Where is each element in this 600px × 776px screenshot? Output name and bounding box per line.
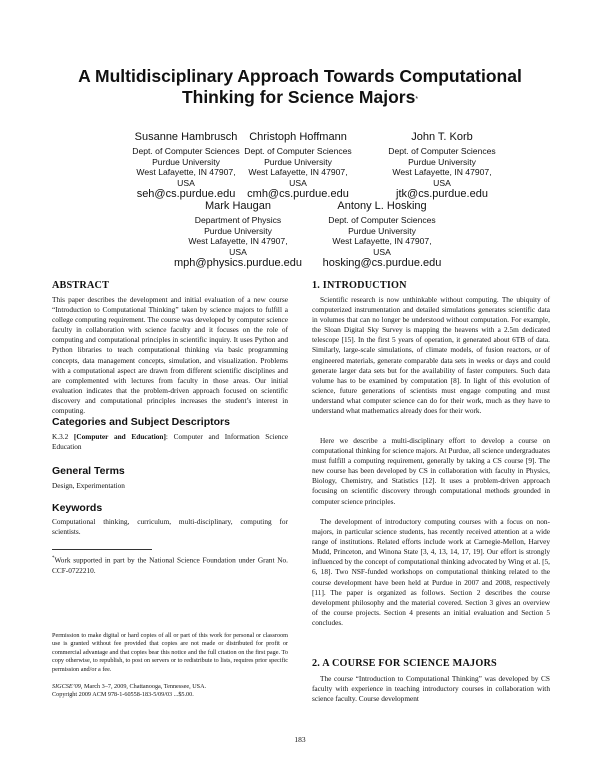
author-dept: Dept. of Computer Sciences [328,215,436,225]
keywords-heading: Keywords [52,502,103,514]
author-address: West Lafayette, IN 47907, [188,236,288,246]
author-university: Purdue University [152,156,220,167]
intro-heading: 1. INTRODUCTION [312,280,407,291]
author-name: Antony L. Hosking [337,200,427,212]
title-line-2-text: Thinking for Science Majors [181,87,416,107]
author-country: USA [433,177,451,188]
author-email[interactable]: cmh@cs.purdue.edu [247,188,349,200]
title-footnote-mark: * [415,96,419,103]
author-name: Christoph Hoffmann [249,131,347,143]
author-address: West Lafayette, IN 47907, [248,167,348,177]
author-email[interactable]: mph@physics.purdue.edu [174,257,302,269]
author-country: USA [289,177,307,188]
paper-title [40,66,560,108]
author-email[interactable]: jtk@cs.purdue.edu [396,188,488,200]
author-dept: Dept. of Computer Sciences [244,146,352,156]
keywords-text: Computational thinking, curriculum, multi-disciplinary, computing for scientists. [52,517,288,537]
title-line-2 [40,87,560,108]
author-university: Purdue University [348,225,416,236]
permission-notice: Permission to make digital or hard copies of all or part of this work for personal or classroom use is granted without fee provided that copies are not made or distributed for profit or commercial advantage and that copies bear this notice and the full citation on the first page. To copy otherwise, to republish, to post on servers or to redistribute to lists, requires prior specific permission and/or a fee. [52,632,288,673]
author-country: USA [229,246,247,257]
categories-text [52,432,288,452]
copyright-line: Copyright 2009 ACM 978-1-60558-183-5/09/03 ...$5.00. [52,691,194,698]
intro-paragraph-2: Here we describe a multi-disciplinary effort to develop a course on computational thinking for science majors. At Purdue, all science undergraduates must fulfill a computing requirement, generally by taking a CS course [9]. The new course has been developed by CS in collaboration with faculty in Physics, Biology, Chemistry, and Statistics [12]. It uses a problem-driven approach focusing on scientific discovery through computational methods grounded in computer science principles. [312,436,550,506]
author-dept: Department of Physics [194,215,282,225]
section-2-paragraph-1: The course “Introduction to Computational Thinking” was developed by CS faculty with experience in teaching introductory courses in collaboration with science faculty. Course development [312,674,550,704]
author-university: Purdue University [264,156,332,167]
section-2-heading: 2. A COURSE FOR SCIENCE MAJORS [312,658,497,669]
footnote-text: Work supported in part by the National Science Foundation under Grant No. CCF-0722210. [52,555,288,575]
categories-bold: [Computer and Education] [73,432,166,441]
author-address: West Lafayette, IN 47907, [332,236,432,246]
intro-paragraph-3: The development of introductory computing courses with a focus on non-majors, in particular science students, has recently received attention at a wide range of institutions. Related efforts include work at Carnegie-Mellon, Harvey Mudd, Princeton, and Winona State [3, 4, 13, 14, 17, 19]. Our effort is strongly influenced by the concept of computational thinking advocated by Wing et al. [5, 6, 18]. Two NSF-funded workshops on computational thinking related to the course development have been held at Purdue in 2007 and 2008, respectively [11]. The paper is organized as follows. Section 2 describes the course development philosophy and the material covered. Section 3 gives an overview of the course projects. Section 4 presents an initial evaluation and Section 5 concludes. [312,517,550,627]
footnote [52,554,288,576]
author-name: Mark Haugan [204,200,272,212]
author-address: West Lafayette, IN 47907, [392,167,492,177]
author-name: Susanne Hambrusch [134,131,238,143]
author-email[interactable]: seh@cs.purdue.edu [136,188,236,200]
venue-name: SIGCSE’09, [52,683,83,690]
venue-details: March 3–7, 2009, Chattanooga, Tennessee, USA. [82,683,207,690]
author-block [352,131,532,201]
footnote-mark: * [52,556,55,561]
footnote-rule [52,549,152,550]
author-country: USA [373,246,391,257]
author-university: Purdue University [204,225,272,236]
author-email[interactable]: hosking@cs.purdue.edu [322,257,442,269]
abstract-text: This paper describes the development and initial evaluation of a new course “Introduction to Computational Thinking” taken by science majors to fulfill a college computing requirement. The course was developed by computer science faculty in collaboration with science faculty and it focuses on the role of computing and computational principles in scientific inquiry. It uses Python and Python libraries to teach computational thinking via basic programming concepts, data management concepts, simulation, and visualization. Problems with a computational aspect are drawn from different scientific disciplines and are complemented with lectures from faculty in those areas. Our initial evaluation indicates that the problem-driven approach focused on scientific discovery and computational principles increases the student’s interest in computing. [52,295,288,416]
author-name: John T. Korb [411,131,473,143]
author-dept: Dept. of Computer Sciences [388,146,496,156]
author-university: Purdue University [408,156,476,167]
page-number: 183 [294,735,306,744]
categories-rest: : Computer and Information Science Education [52,432,288,452]
author-country: USA [177,177,195,188]
title-line-1: A Multidisciplinary Approach Towards Computational [78,66,522,86]
general-terms-heading: General Terms [52,465,125,477]
intro-paragraph-1: Scientific research is now unthinkable without computing. The ubiquity of computerized instrumentation and detailed simulations generates scientific data in volumes that can no longer be understood without computation. For example, the Sloan Digital Sky Survey is mapping the heavens with a 2.5m dedicated telescope [15]. In the first 5 years of operation, it generated about 6TB of data. Similarly, large-scale simulations, of climate models, of fusion reactors, or of engineered materials, generate comparable data sets in weeks or days and could generate larger data sets but for the availability of faster computers. Such data volume has to be examined by computation [8]. In light of this evolution of science, future generations of scientists must engage computing and must understand what computer science can do for their work, much as they have to understand what mathematics already does for their work. [312,295,550,416]
categories-code: K.3.2 [52,432,74,441]
categories-heading: Categories and Subject Descriptors [52,416,230,428]
general-terms-text: Design, Experimentation [52,481,125,490]
author-block [292,200,472,270]
author-dept: Dept. of Computer Sciences [132,146,240,156]
author-address: West Lafayette, IN 47907, [136,167,236,177]
abstract-heading: ABSTRACT [52,280,110,291]
